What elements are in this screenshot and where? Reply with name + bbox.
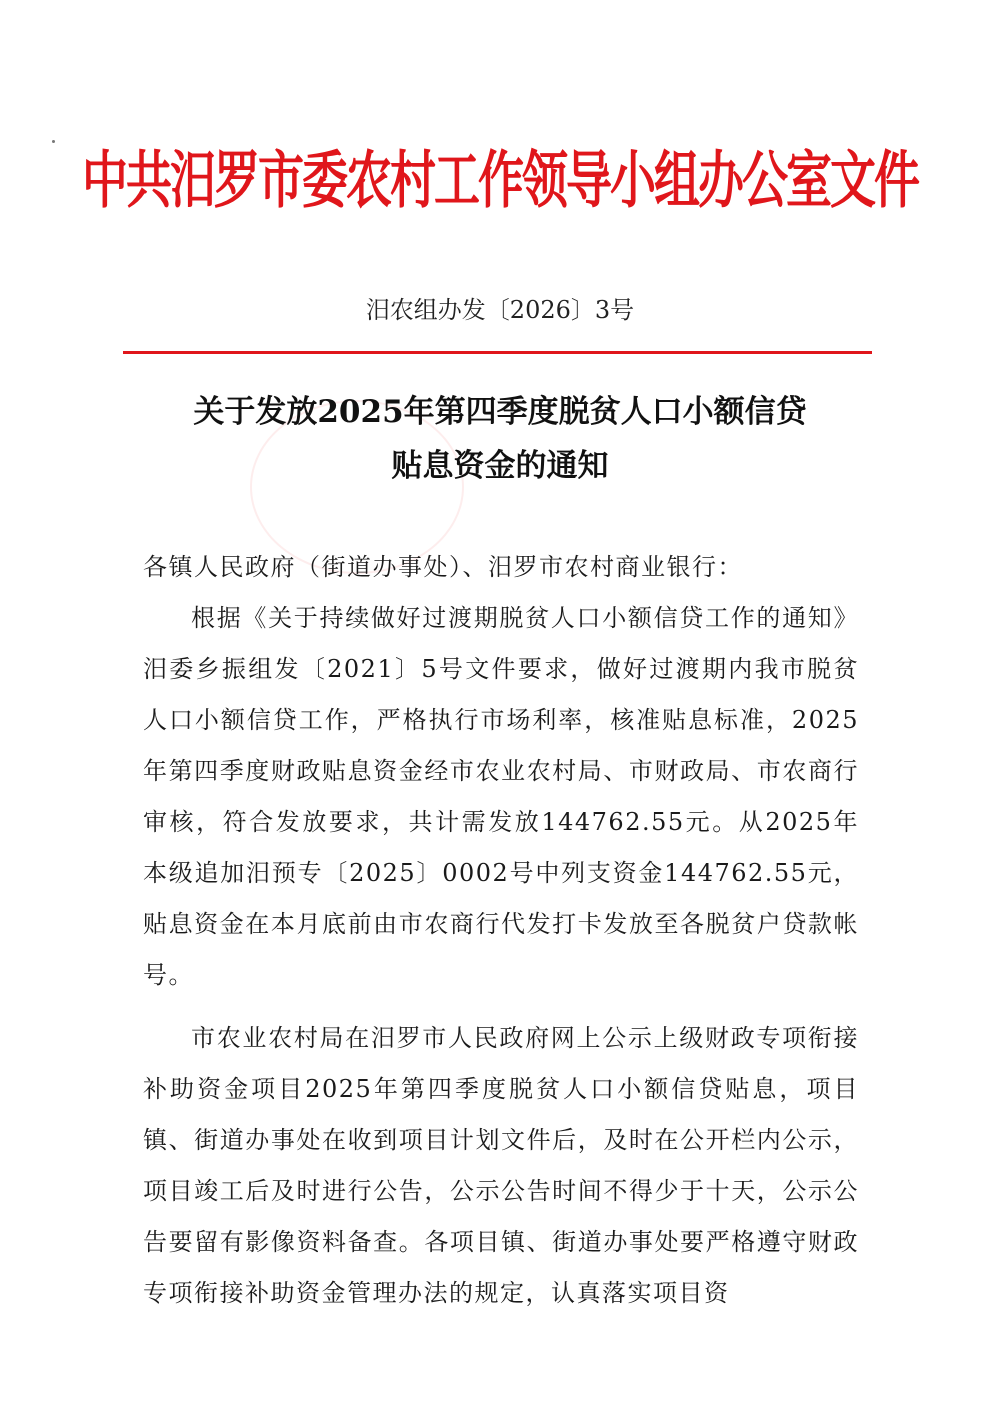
body-paragraph-2: 市农业农村局在汨罗市人民政府网上公示上级财政专项衔接补助资金项目2025年第四季度脱贫人口小额信贷贴息，项目镇、街道办事处在收到项目计划文件后，及时在公开栏内公示，项目竣工后及时进行公告，公示公告时间不得少于十天，公示公告要留有影像资料备查。各项目镇、街道办事处要严格遵守财政专项衔接补助资金管理办法的规定，认真落实项目资 xyxy=(143,1024,859,1307)
document-title xyxy=(0,385,1000,493)
body-paragraph-1: 根据《关于持续做好过渡期脱贫人口小额信贷工作的通知》汨委乡振组发〔2021〕5号文件要求，做好过渡期内我市脱贫人口小额信贷工作，严格执行市场利率，核准贴息标准，2025年第四季度财政贴息资金经市农业农村局、市财政局、市农商行审核，符合发放要求，共计需发放144762.55元。从2025年本级追加汨预专〔2025〕0002号中列支资金144762.55元，贴息资金在本月底前由市农商行代发打卡发放至各脱贫户贷款帐号。 xyxy=(143,604,859,989)
title-line-1: 关于发放2025年第四季度脱贫人口小额信贷 xyxy=(193,394,807,430)
document-body xyxy=(143,542,859,1319)
salutation: 各镇人民政府（街道办事处）、汨罗市农村商业银行： xyxy=(143,553,743,581)
title-line-2: 贴息资金的通知 xyxy=(391,448,609,484)
red-separator-line xyxy=(123,351,872,354)
issuing-organization-header: 中共汨罗市委农村工作领导小组办公室文件 xyxy=(82,143,918,217)
document-number: 汨农组办发〔2026〕3号 xyxy=(365,296,635,324)
